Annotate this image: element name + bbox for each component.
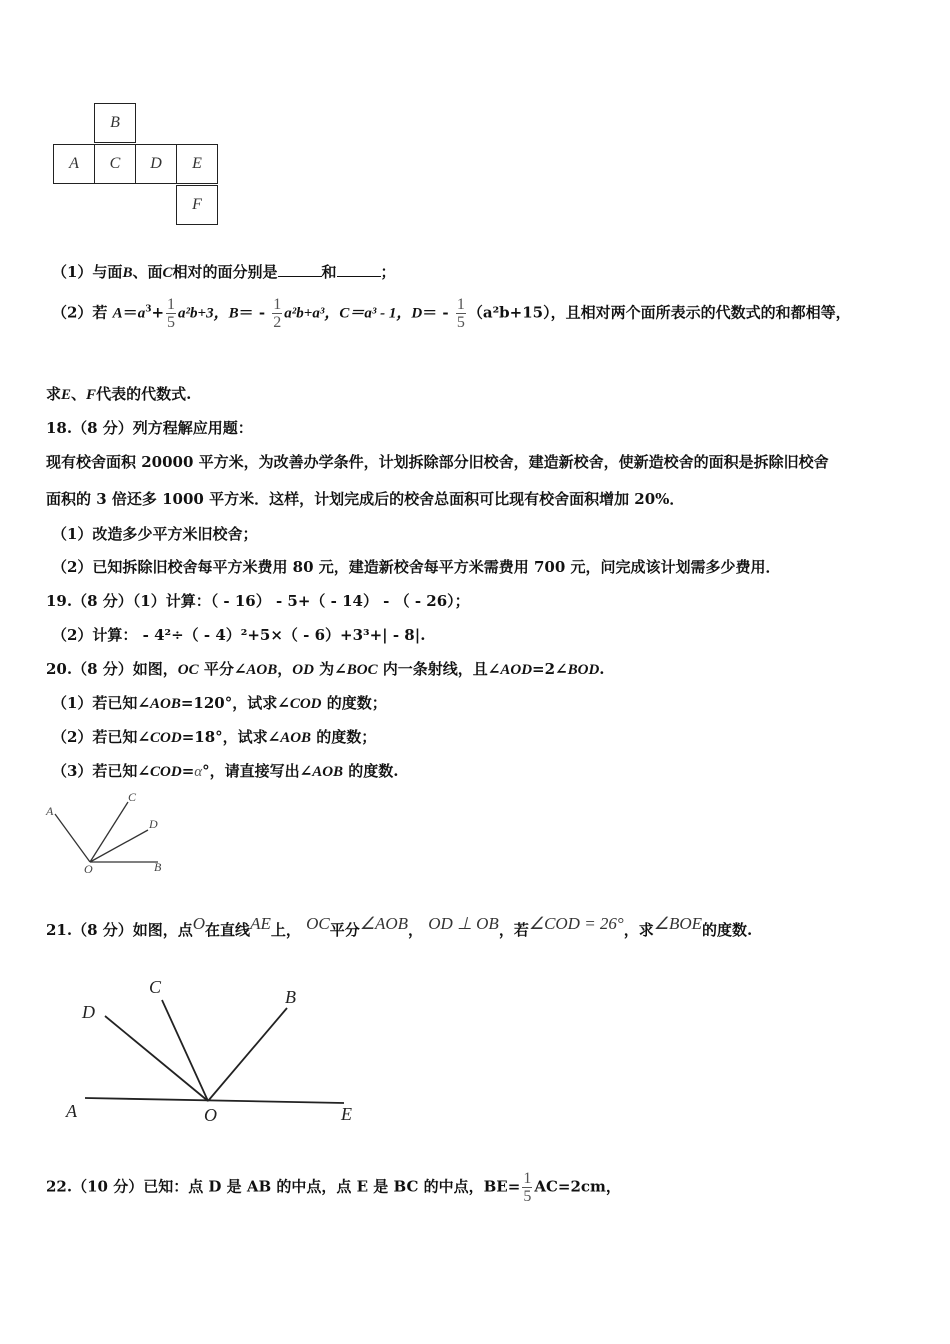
q21-text: 21.（8 分）如图，点O在直线AE上， OC平分∠AOB， OD ⊥ OB，若∠COD = 26°，求∠BOE的度数.: [46, 914, 753, 939]
fraction-one-fifth-q22: $\frac{1}{5}$: [523, 1170, 532, 1205]
answer-blank-1[interactable]: [278, 262, 322, 277]
q18-sub1: （1）改造多少平方米旧校舍；: [52, 525, 258, 543]
net-face-b: B: [94, 103, 136, 143]
label-a: A: [46, 804, 54, 818]
fraction-one-half: $\frac{1}{2}$: [273, 296, 282, 331]
label-c: C: [149, 977, 162, 997]
ray-oa: [55, 814, 90, 862]
label-a: A: [66, 1101, 77, 1121]
label-c: C: [128, 790, 137, 804]
q18-text-line2: 面积的 3 倍还多 1000 平方米．这样，计划完成后的校舍总面积可比现有校舍面积增加 20%．: [46, 490, 685, 508]
label-e: E: [341, 1104, 352, 1124]
fraction-one-fifth: $\frac{1}{5}$: [167, 296, 176, 331]
line-ae: [85, 1098, 344, 1103]
q20-angle-figure: [40, 788, 180, 880]
net-face-e: E: [176, 144, 218, 184]
q18-text-line1: 现有校舍面积 20000 平方米，为改善办学条件，计划拆除部分旧校舍，建造新校舍，使新造校舍的面积是拆除旧校舍: [46, 453, 829, 471]
net-face-c: C: [94, 144, 136, 184]
q21-angle-figure: [60, 972, 370, 1132]
q17-part3: 求E、F代表的代数式.: [46, 385, 192, 403]
q17-part2: （2）若 $A=a^3+$ $\frac{1}{5}$ a²b+3，B＝ - $\frac{1}{2}$ a²b+a³，C＝a³ - 1，D＝ - $\frac{1}{5}$ （a²b+15），且相对两个面所表示的代数式的和都相等，: [52, 296, 851, 331]
q22-text: 22.（10 分）已知：点 D 是 AB 的中点，点 E 是 BC 的中点，BE= $\frac{1}{5}$ AC=2cm，: [46, 1170, 621, 1205]
label-b: B: [285, 987, 296, 1007]
net-face-f: F: [176, 185, 218, 225]
fraction-one-fifth-2: $\frac{1}{5}$: [456, 296, 465, 331]
ray-od: [90, 830, 148, 862]
answer-blank-2[interactable]: [337, 262, 381, 277]
ray-od: [105, 1016, 208, 1101]
q17-part1: （1）与面B、面C相对的面分别是 和 ；: [52, 263, 396, 281]
net-face-a: A: [53, 144, 95, 184]
q20-sub3: （3）若已知∠COD=α°，请直接写出∠AOB 的度数.: [52, 762, 399, 780]
label-b: B: [154, 860, 162, 874]
ray-oc: [162, 1000, 208, 1101]
net-face-d: D: [135, 144, 177, 184]
label-d: D: [149, 817, 158, 831]
q18-sub2: （2）已知拆除旧校舍每平方米费用 80 元，建造新校舍每平方米需费用 700 元，问完成该计划需多少费用．: [52, 558, 781, 576]
q20-sub2: （2）若已知∠COD=18°，试求∠AOB 的度数；: [52, 728, 377, 746]
q19-part1: 19.（8 分）（1）计算：（ - 16） - 5+（ - 14） - （ - 26）；: [46, 592, 470, 610]
q19-part2: （2）计算： - 4²÷（ - 4）²+5×（ - 6）+3³+| - 8|.: [52, 626, 426, 644]
q20-sub1: （1）若已知∠AOB=120°，试求∠COD 的度数；: [52, 694, 387, 712]
label-o: O: [84, 862, 93, 876]
ray-ob: [208, 1008, 287, 1101]
label-o: O: [204, 1105, 217, 1125]
ray-oc: [90, 802, 128, 862]
q18-heading: 18.（8 分）列方程解应用题：: [46, 419, 253, 437]
q20-heading: 20.（8 分）如图，OC 平分∠AOB，OD 为∠BOC 内一条射线，且∠AOD=2∠BOD.: [46, 660, 605, 678]
label-d: D: [82, 1002, 95, 1022]
